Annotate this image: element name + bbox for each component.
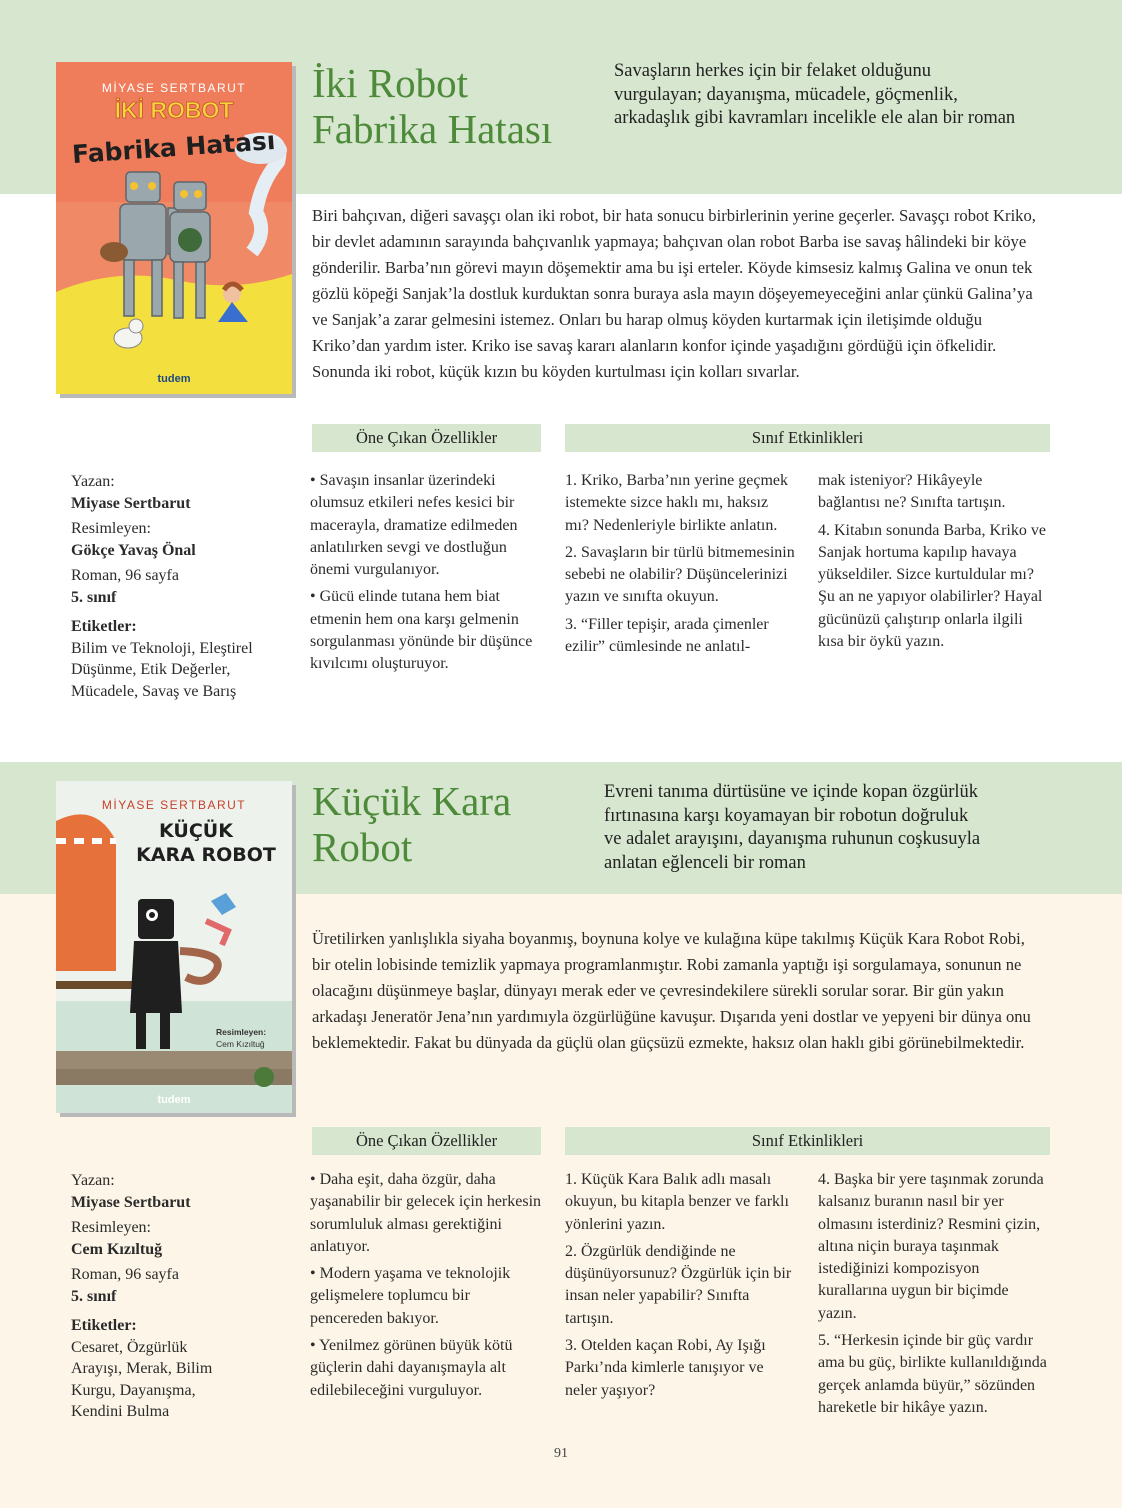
book1-cover-image <box>56 62 292 394</box>
book2-feature-item: • Modern yaşama ve teknolojik gelişmelere toplumcu bir pencereden bakıyor. <box>310 1265 511 1327</box>
book1-activity-item: 4. Kitabın sonunda Barba, Kriko ve Sanjak hortuma kapılıp havaya yükseldiler. Sizce kurtuldular mı? Şu an ne yapıyor olabilirler? Hayal gücünüzü çalıştırıp onlarla ilgili kısa bir öykü yazın. <box>818 521 1046 651</box>
book1-title-line2: Fabrika Hatası <box>312 106 553 152</box>
book2-author-label: Yazan: <box>71 1172 115 1189</box>
book2-activities-col1 <box>565 1169 795 1407</box>
book2-meta <box>71 1170 296 1423</box>
book2-cover-image <box>56 781 292 1113</box>
book2-author: Miyase Sertbarut <box>71 1193 191 1211</box>
book2-summary: Üretilirken yanlışlıkla siyaha boyanmış, boynuna kolye ve kulağına küpe takılmış Küçük Kara Robot Robi, bir otelin lobisinde temizlik yapmaya programlanmıştır. Robi zamanla yaptığı işi sorgulamaya, sonunun ne olacağını düşünmeye başlar, dünyayı merak eder ve çevresindekilere sürekli sorular sorar. Bir gün yakın arkadaşı Jeneratör Jena’nın yardımıyla özgürlüğüne kavuşur. Dışarıda yeni dostlar ve yepyeni bir dünya onu beklemektedir. Fakat bu dünyada da güçlü olan güçsüzü ezmekte, haksız olan haklı gibi görünebilmektedir. <box>312 929 1031 1052</box>
book1-activities-col2 <box>818 470 1048 658</box>
book1-activities-col1 <box>565 470 795 663</box>
book2-title-line1: Küçük Kara <box>312 778 512 824</box>
book1-illustrator-label: Resimleyen: <box>71 520 151 537</box>
book2-cover-illustrator: Cem Kızıltuğ <box>216 1039 265 1049</box>
book1-tagline-line: arkadaşlık gibi kavramları incelikle ele alan bir roman <box>614 108 1016 128</box>
book1-tagline <box>614 60 1104 131</box>
book2-activity-item: 1. Küçük Kara Balık adlı masalı okuyun, bu kitapla benzer ve farklı yönlerini yazın. <box>565 1171 789 1233</box>
book2-feature-item: • Daha eşit, daha özgür, daha yaşanabilir bir gelecek için herkesin sorumluluk alması gerektiğini anlatıyor. <box>310 1171 542 1255</box>
book2-activities-heading: Sınıf Etkinlikleri <box>565 1127 1050 1155</box>
book1-features-list <box>310 470 542 681</box>
book2-tagline-line: anlatan eğlenceli bir roman <box>604 852 806 873</box>
book1-cover-title2: Fabrika Hatası <box>71 125 277 170</box>
book2-tagline-line: Evreni tanıma dürtüsüne ve içinde kopan özgürlük <box>604 782 979 802</box>
book1-cover-publisher: tudem <box>157 373 191 385</box>
book1-cover-title1: İKİ ROBOT <box>114 97 234 123</box>
book2-activity-item: 3. Otelden kaçan Robi, Ay Işığı Parkı’nda kimlerle tanışıyor ve neler yaşıyor? <box>565 1337 766 1399</box>
book1-feature-item: • Gücü elinde tutana hem biat etmenin hem ona karşı gelmenin sorgulanması yönünde bir düşünce kıvılcımı oluşturuyor. <box>310 588 533 673</box>
book1-activities-heading: Sınıf Etkinlikleri <box>565 424 1050 452</box>
book2-illustrator: Cem Kızıltuğ <box>71 1240 163 1258</box>
book1-illustrator: Gökçe Yavaş Önal <box>71 541 196 559</box>
book2-cover-illustrator-label: Resimleyen: <box>216 1027 267 1037</box>
book1-activity-item: 2. Savaşların bir türlü bitmemesinin sebebi ne olabilir? Düşüncelerinizi yazın ve sınıfta okuyun. <box>565 543 795 606</box>
book1-format: Roman, 96 sayfa <box>71 567 179 584</box>
book1-grade: 5. sınıf <box>71 588 117 606</box>
book1-tagline-line: Savaşların herkes için bir felaket olduğunu <box>614 61 931 81</box>
book2-tags: Cesaret, Özgürlük Arayışı, Merak, Bilim Kurgu, Dayanışma, Kendini Bulma <box>71 1338 213 1420</box>
book2-features-list <box>310 1169 542 1407</box>
book1-features-heading: Öne Çıkan Özellikler <box>312 424 541 452</box>
book2-cover-title1: KÜÇÜK <box>159 820 233 842</box>
book2-title <box>312 778 511 870</box>
book1-tagline-line: vurgulayan; dayanışma, mücadele, göçmenlik, <box>614 84 958 105</box>
book1-author-label: Yazan: <box>71 473 115 490</box>
book2-activity-item: 2. Özgürlük dendiğinde ne düşünüyorsunuz? Özgürlük için bir insan neler yapabilir? Sınıfta tartışın. <box>565 1242 792 1327</box>
book1-cover-author: MİYASE SERTBARUT <box>101 81 247 95</box>
book1-tags: Bilim ve Teknoloji, Eleştirel Düşünme, Etik Değerler, Mücadele, Savaş ve Barış <box>71 639 253 700</box>
book1-meta <box>71 471 296 702</box>
book2-cover-author: MİYASE SERTBARUT <box>101 798 247 812</box>
book2-illustrator-label: Resimleyen: <box>71 1219 151 1236</box>
book1-title <box>312 60 552 152</box>
book1-activity-item: mak isteniyor? Hikâyeyle bağlantısı ne? Sınıfta tartışın. <box>818 472 1006 512</box>
book2-activity-item: 5. “Herkesin içinde bir güç vardır ama bu güç, birlikte kullanıldığında gerçek anlamda büyür,” sözünden hareketle bir hikâye yazın. <box>818 1332 1047 1416</box>
book2-feature-item: • Yenilmez görünen büyük kötü güçlerin dahi dayanışmayla alt edilebileceğini vurguluyor. <box>310 1337 513 1399</box>
page-number: 91 <box>554 1446 568 1461</box>
book2-activity-item: 4. Başka bir yere taşınmak zorunda kalsanız buranın nasıl bir yer olmasını isterdiniz? Resmini çizin, altına niçin buraya taşınmak istediğinizi kompozisyon kurallarına uygun bir biçimde yazın. <box>818 1171 1044 1322</box>
book2-format: Roman, 96 sayfa <box>71 1266 179 1283</box>
book2-features-heading: Öne Çıkan Özellikler <box>312 1127 541 1155</box>
book1-author: Miyase Sertbarut <box>71 494 191 512</box>
book2-cover-publisher: tudem <box>157 1094 191 1106</box>
book1-activity-item: 1. Kriko, Barba’nın yerine geçmek istemekte sizce haklı mı, haksız mı? Nedenleriyle birlikte anlatın. <box>565 472 789 534</box>
book1-feature-item: • Savaşın insanlar üzerindeki olumsuz etkileri nefes kesici bir macerayla, dramatize edilmeden anlatılırken sevgi ve dostluğun önemi vurgulanıyor. <box>310 472 518 579</box>
book2-cover-title2: KARA ROBOT <box>136 844 276 866</box>
book1-activity-item: 3. “Filler tepişir, arada çimenler ezilir” cümlesinde ne anlatıl- <box>565 615 769 656</box>
book1-tags-label: Etiketler: <box>71 618 137 635</box>
book2-tagline-line: ve adalet arayışını, dayanışma ruhunun coşkusuyla <box>604 829 981 849</box>
book2-tagline-line: fırtınasına karşı koyamayan bir robotun doğruluk <box>604 805 969 826</box>
book2-activities-col2 <box>818 1169 1050 1424</box>
book2-tagline <box>604 781 1104 875</box>
book2-title-line2: Robot <box>312 824 413 870</box>
book2-grade: 5. sınıf <box>71 1287 117 1305</box>
book2-tags-label: Etiketler: <box>71 1317 137 1334</box>
book1-summary: Biri bahçıvan, diğeri savaşçı olan iki robot, bir hata sonucu birbirlerinin yerine geçerler. Savaşçı robot Kriko, bir devlet adamının sarayında bahçıvanlık yapmaya; bahçıvan olan robot Barba ise savaş hâlindeki bir köye gönderilir. Barba’nın görevi mayın döşemektir ama bu işi erteler. Köyde kimsesiz kalmış Galina ve onun tek gözlü köpeği Sanjak’la dostluk kurduktan sonra buraya asla mayın döşeyemeyeceğini anlar çünkü Galina’ya ve Sanjak’a zarar gelmesini istemez. Onları bu harap olmuş köyden kurtarmak için iletişimde olduğu Kriko’dan yardım ister. Kriko ise savaş kararı alanların konfor içinde yaşadığını gördüğü için öfkelidir. Sonunda iki robot, küçük kızın bu köyden kurtulması için kolları sıvarlar. <box>312 206 1036 381</box>
book1-title-line1: İki Robot <box>312 60 469 106</box>
